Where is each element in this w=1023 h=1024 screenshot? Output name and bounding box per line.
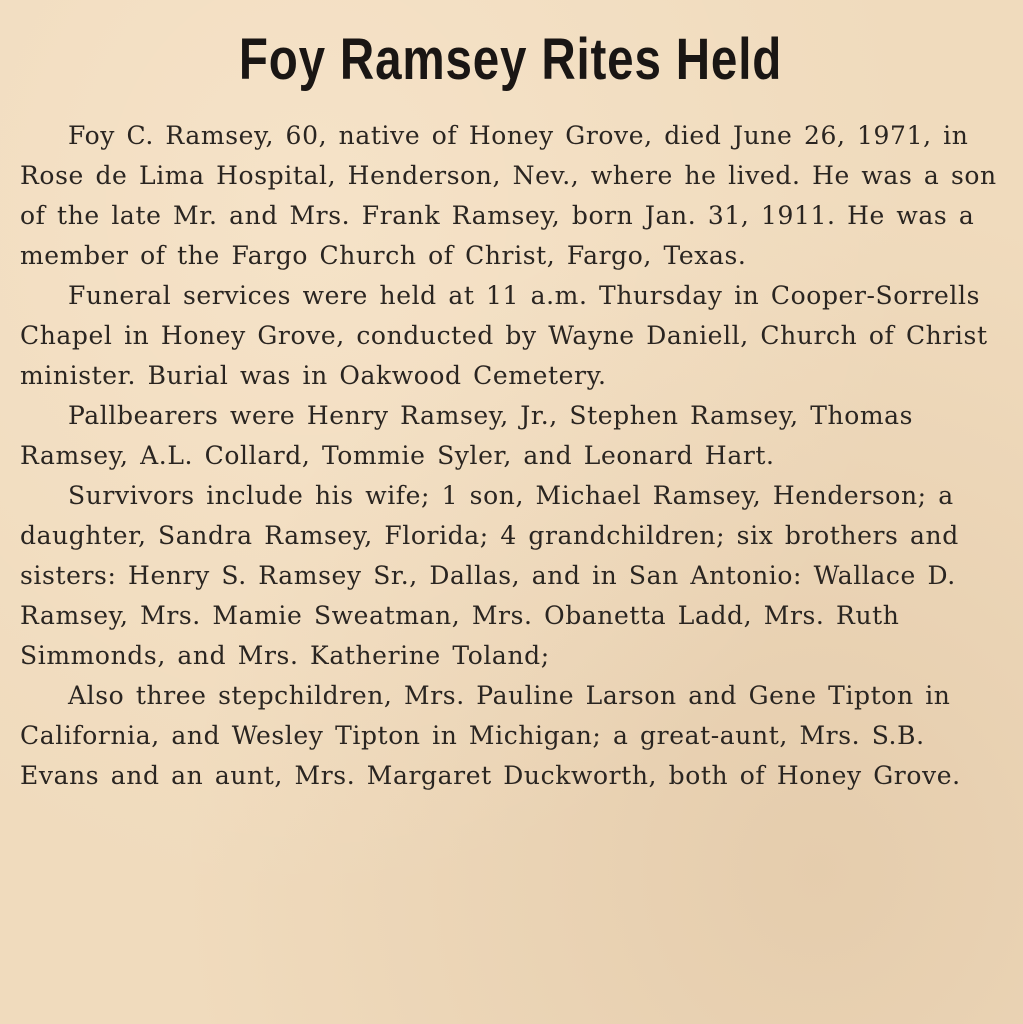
- paragraph-obituary-intro: Foy C. Ramsey, 60, native of Honey Grove, died June 26, 1971, in Rose de Lima Hospital, Henderson, Nev., where he lived. He was a son of the late Mr. and Mrs. Frank Ramsey, born Jan. 31, 1911. He was a member of the Fargo Church of Christ, Fargo, Texas.: [20, 121, 997, 270]
- paragraph-survivors: Survivors include his wife; 1 son, Michael Ramsey, Henderson; a daughter, Sandra Ramsey, Florida; 4 grandchildren; six brothers and sisters: Henry S. Ramsey Sr., Dallas, and in San Antonio: Wallace D. Ramsey, Mrs. Mamie Sweatman, Mrs. Obanetta Ladd, Mrs. Ruth Simmonds, and Mrs. Katherine Toland;: [20, 481, 959, 670]
- article-body: [20, 116, 1001, 796]
- headline: Foy Ramsey Rites Held: [238, 27, 783, 92]
- paragraph-funeral-services: Funeral services were held at 11 a.m. Thursday in Cooper-Sorrells Chapel in Honey Grove, conducted by Wayne Daniell, Church of Christ minister. Burial was in Oakwood Cemetery.: [20, 281, 988, 390]
- paragraph-pallbearers: Pallbearers were Henry Ramsey, Jr., Stephen Ramsey, Thomas Ramsey, A.L. Collard, Tommie Syler, and Leonard Hart.: [20, 401, 914, 470]
- paragraph-stepchildren: Also three stepchildren, Mrs. Pauline Larson and Gene Tipton in California, and Wesley Tipton in Michigan; a great-aunt, Mrs. S.B. Evans and an aunt, Mrs. Margaret Duckworth, both of Honey Grove.: [20, 681, 961, 790]
